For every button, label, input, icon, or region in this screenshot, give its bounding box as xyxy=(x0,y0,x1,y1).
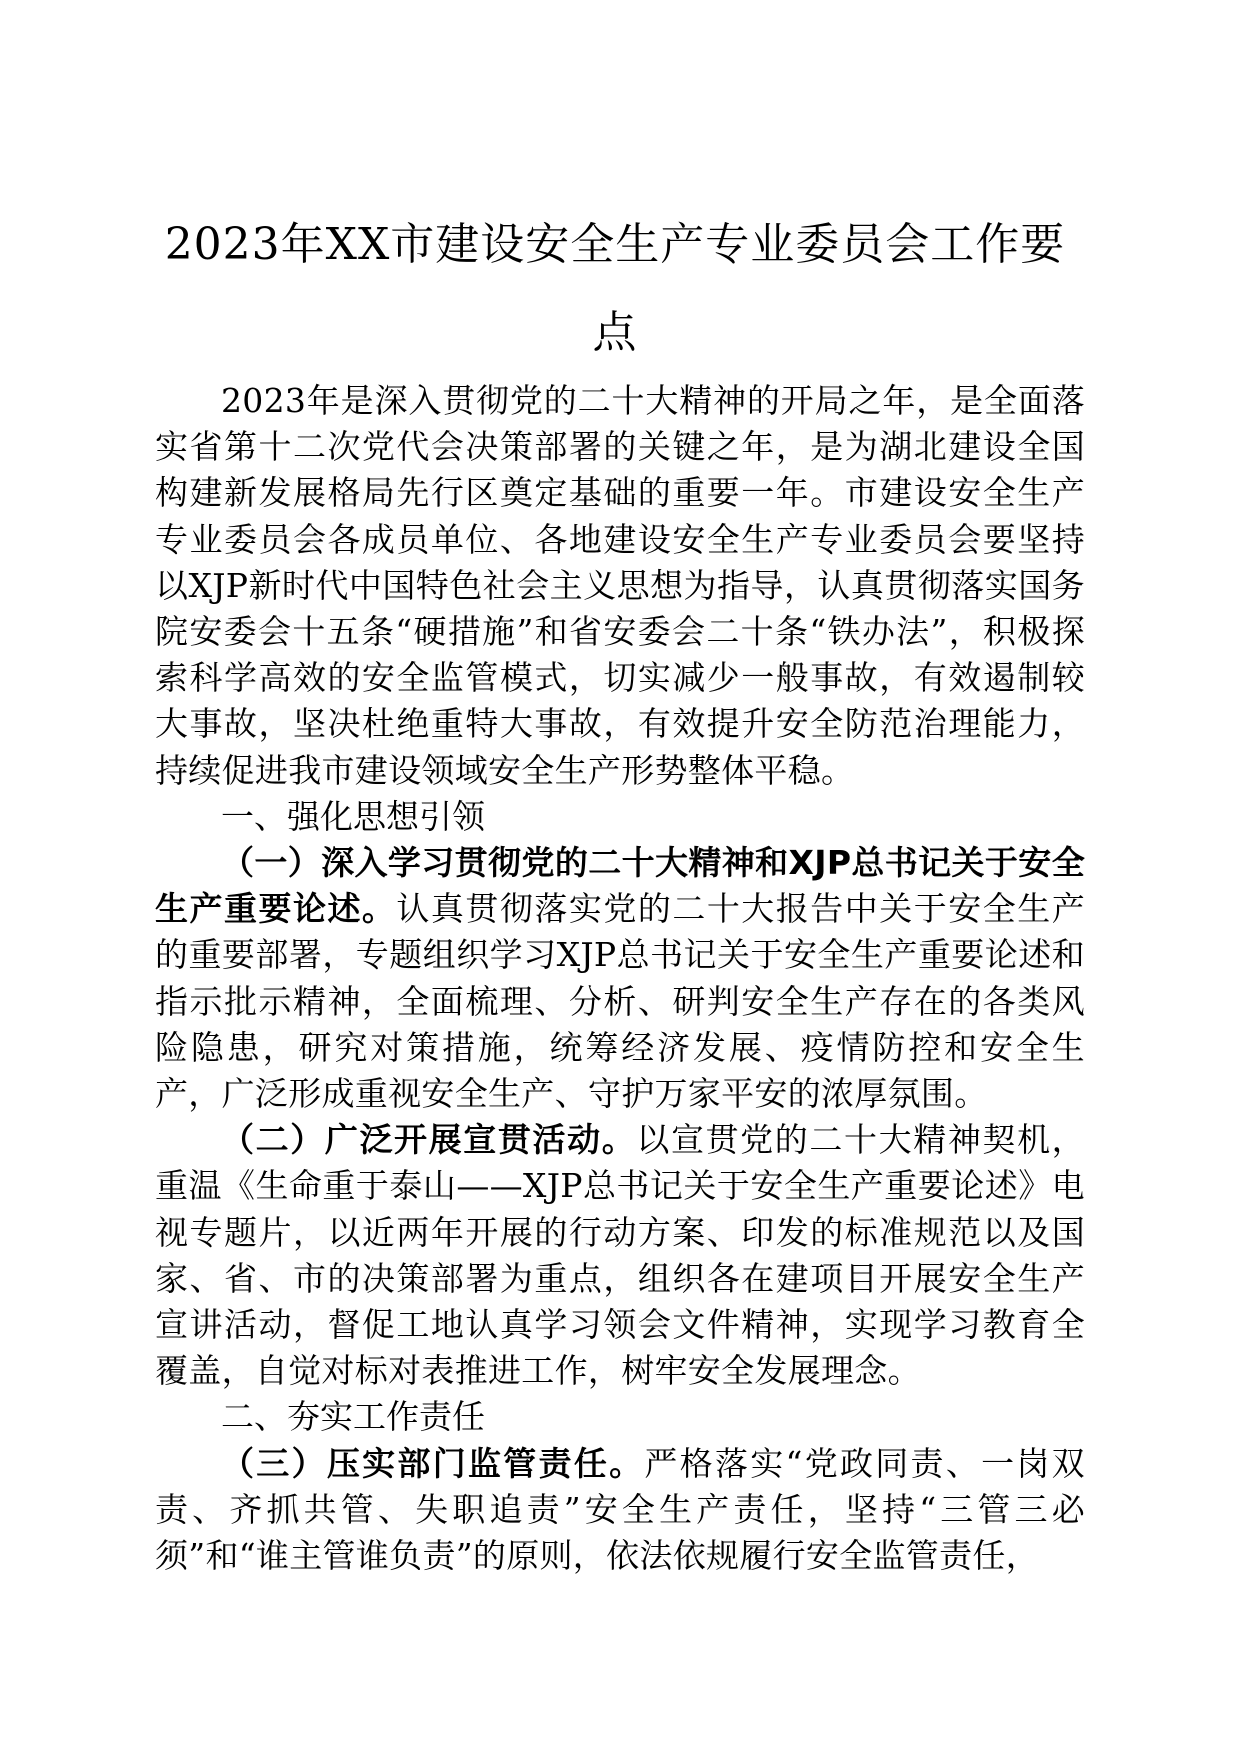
item-paragraph-3 xyxy=(155,1441,1085,1580)
section-heading-2: 二、夯实工作责任 xyxy=(221,1397,485,1437)
intro-paragraph: 2023年是深入贯彻党的二十大精神的开局之年，是全面落实省第十二次党代会决策部署的关键之年，是为湖北建设全国构建新发展格局先行区奠定基础的重要一年。市建设安全生产专业委员会各成员单位、各地建设安全生产专业委员会要坚持以XJP新时代中国特色社会主义思想为指导，认真贯彻落实国务院安委会十五条“硬措施”和省安委会二十条“铁办法”，积极探索科学高效的安全监管模式，切实减少一般事故，有效遏制较大事故，坚决杜绝重特大事故，有效提升安全防范治理能力，持续促进我市建设领域安全生产形势整体平稳。 xyxy=(155,381,1085,790)
document-title-line-2: 点 xyxy=(592,307,638,358)
section-heading-1: 一、强化思想引领 xyxy=(221,796,485,836)
item-lead-2: （二）广泛开展宣贯活动。 xyxy=(221,1120,637,1160)
item-lead-3: （三）压实部门监管责任。 xyxy=(221,1443,645,1483)
item-lead-1: （一）深入学习贯彻党的二十大精神和XJP总书记关于安全生产重要论述。 xyxy=(155,843,1085,929)
item-paragraph-1 xyxy=(155,840,1085,1117)
item-paragraph-2 xyxy=(155,1117,1085,1394)
document-body xyxy=(155,378,1085,1579)
item-text-1: 认真贯彻落实党的二十大报告中关于安全生产的重要部署，专题组织学习XJP总书记关于安全生产重要论述和指示批示精神，全面梳理、分析、研判安全生产存在的各类风险隐患，研究对策措施，统筹经济发展、疫情防控和安全生产，广泛形成重视安全生产、守护万家平安的浓厚氛围。 xyxy=(155,889,1085,1114)
item-text-2: 以宣贯党的二十大精神契机，重温《生命重于泰山——XJP总书记关于安全生产重要论述》电视专题片，以近两年开展的行动方案、印发的标准规范以及国家、省、市的决策部署为重点，组织各在建项目开展安全生产宣讲活动，督促工地认真学习领会文件精神，实现学习教育全覆盖，自觉对标对表推进工作，树牢安全发展理念。 xyxy=(155,1120,1085,1391)
item-text-3: 严格落实“党政同责、一岗双责、齐抓共管、失职追责”安全生产责任，坚持“三管三必须”和“谁主管谁负责”的原则，依法依规履行安全监管责任， xyxy=(155,1443,1085,1576)
document-title-line-1: 2023年XX市建设安全生产专业委员会工作要 xyxy=(164,219,1066,270)
